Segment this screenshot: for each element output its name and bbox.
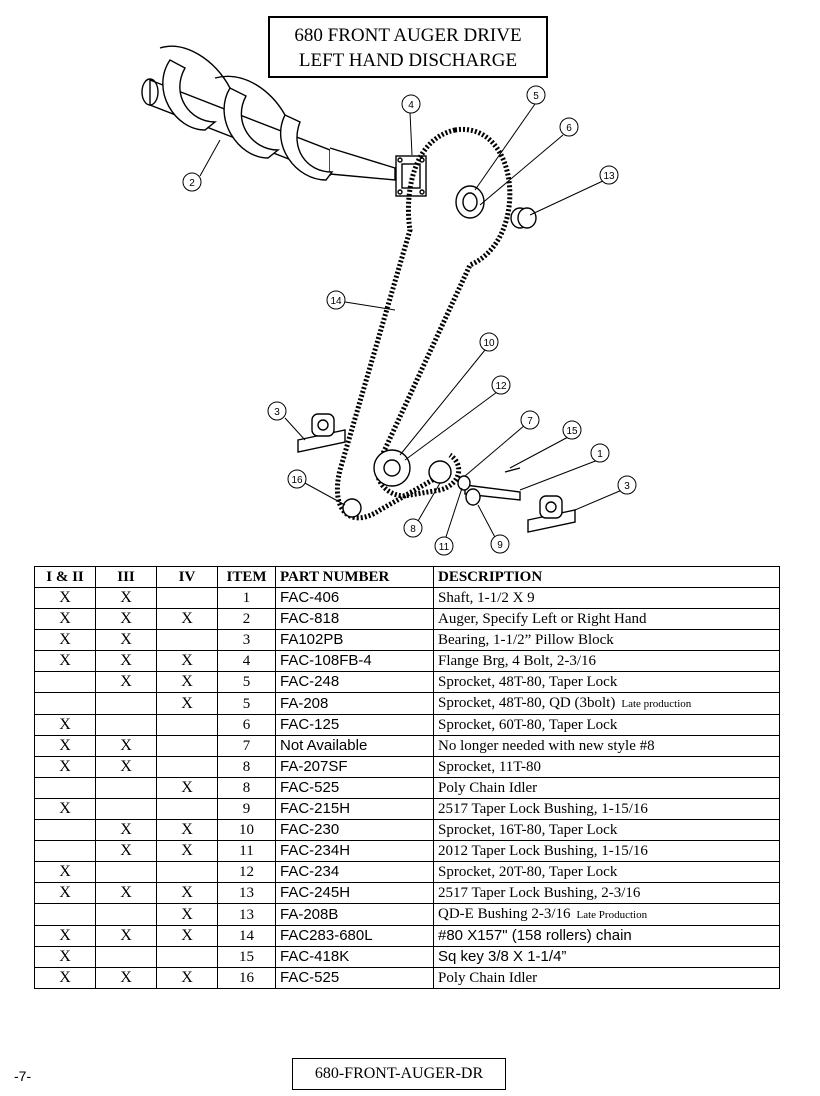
- cell-description: [434, 883, 780, 904]
- cell-part-number: FAC-245H: [276, 883, 434, 904]
- cell-i-ii: X: [35, 609, 96, 630]
- col-header-item: ITEM: [218, 567, 276, 588]
- cell-description: [434, 693, 780, 715]
- table-row: [35, 609, 780, 630]
- cell-description: [434, 862, 780, 883]
- description-text: Sq key 3/8 X 1-1/4”: [438, 948, 567, 965]
- cell-part-number: FAC-108FB-4: [276, 651, 434, 672]
- cell-iii: [96, 693, 157, 715]
- cell-description: [434, 672, 780, 693]
- small-sprocket: [374, 450, 410, 486]
- flange-bearing: [396, 156, 426, 196]
- cell-item: 9: [218, 799, 276, 820]
- cell-iii: X: [96, 820, 157, 841]
- cell-description: [434, 778, 780, 799]
- cell-iv: X: [157, 672, 218, 693]
- cell-iii: [96, 904, 157, 926]
- cell-item: 10: [218, 820, 276, 841]
- bushing-7: [458, 476, 470, 490]
- table-row: [35, 778, 780, 799]
- title-line-1: 680 FRONT AUGER DRIVE: [294, 25, 522, 46]
- cell-iv: X: [157, 820, 218, 841]
- col-header-i-ii: I & II: [35, 567, 96, 588]
- cell-part-number: FA102PB: [276, 630, 434, 651]
- cell-iii: [96, 715, 157, 736]
- cell-description: [434, 757, 780, 778]
- table-row: [35, 630, 780, 651]
- cell-item: 16: [218, 968, 276, 989]
- cell-iv: [157, 799, 218, 820]
- cell-item: 6: [218, 715, 276, 736]
- cell-iv: [157, 757, 218, 778]
- page-number: -7-: [14, 1068, 32, 1084]
- cell-iii: [96, 778, 157, 799]
- key-15: [505, 468, 520, 472]
- cell-i-ii: [35, 778, 96, 799]
- description-text: Sprocket, 60T-80, Taper Lock: [438, 717, 618, 733]
- cell-description: [434, 968, 780, 989]
- cell-iii: [96, 862, 157, 883]
- cell-i-ii: X: [35, 630, 96, 651]
- cell-i-ii: [35, 841, 96, 862]
- cell-iv: X: [157, 883, 218, 904]
- idler-sprocket: [429, 461, 451, 483]
- col-header-description: DESCRIPTION: [434, 567, 780, 588]
- table-row: [35, 715, 780, 736]
- cell-i-ii: X: [35, 799, 96, 820]
- bushing-13: [511, 208, 536, 228]
- cell-iii: X: [96, 736, 157, 757]
- cell-item: 8: [218, 778, 276, 799]
- cell-iii: X: [96, 651, 157, 672]
- cell-part-number: FAC-215H: [276, 799, 434, 820]
- callout-14: 14: [330, 296, 342, 307]
- col-header-iv: IV: [157, 567, 218, 588]
- col-header-part-number: PART NUMBER: [276, 567, 434, 588]
- cell-iv: X: [157, 841, 218, 862]
- cell-part-number: FAC-818: [276, 609, 434, 630]
- cell-part-number: FAC-525: [276, 968, 434, 989]
- description-text: No longer needed with new style #8: [438, 738, 655, 754]
- idler-16: [343, 499, 361, 517]
- cell-item: 8: [218, 757, 276, 778]
- cell-i-ii: X: [35, 736, 96, 757]
- cell-i-ii: [35, 820, 96, 841]
- cell-part-number: Not Available: [276, 736, 434, 757]
- description-text: Bearing, 1-1/2” Pillow Block: [438, 632, 614, 648]
- cell-item: 4: [218, 651, 276, 672]
- cell-part-number: FAC-525: [276, 778, 434, 799]
- cell-iv: X: [157, 904, 218, 926]
- table-row: [35, 820, 780, 841]
- cell-description: [434, 736, 780, 757]
- callout-5: 5: [533, 91, 539, 102]
- callout-3-right: 3: [624, 481, 630, 492]
- production-note: Late production: [621, 698, 692, 710]
- cell-iii: X: [96, 672, 157, 693]
- cell-iii: X: [96, 609, 157, 630]
- cell-item: 11: [218, 841, 276, 862]
- cell-item: 13: [218, 883, 276, 904]
- table-row: [35, 799, 780, 820]
- cell-description: [434, 588, 780, 609]
- table-row: [35, 588, 780, 609]
- title-line-2: LEFT HAND DISCHARGE: [298, 50, 518, 71]
- callout-9: 9: [497, 540, 503, 551]
- cell-part-number: FA-208B: [276, 904, 434, 926]
- cell-item: 5: [218, 672, 276, 693]
- callout-12: 12: [495, 381, 507, 392]
- description-text: Sprocket, 48T-80, Taper Lock: [438, 674, 618, 690]
- cell-iv: [157, 862, 218, 883]
- description-text: Sprocket, 48T-80, QD (3bolt): [438, 695, 616, 711]
- table-row: [35, 904, 780, 926]
- callout-10: 10: [483, 338, 495, 349]
- cell-iii: X: [96, 630, 157, 651]
- cell-i-ii: X: [35, 862, 96, 883]
- cell-iii: [96, 799, 157, 820]
- cell-i-ii: X: [35, 757, 96, 778]
- col-header-iii: III: [96, 567, 157, 588]
- production-note: Late Production: [576, 909, 648, 921]
- cell-item: 7: [218, 736, 276, 757]
- cell-i-ii: [35, 693, 96, 715]
- table-row: [35, 651, 780, 672]
- cell-description: [434, 715, 780, 736]
- cell-description: [434, 651, 780, 672]
- cell-iv: [157, 947, 218, 968]
- description-text: Poly Chain Idler: [438, 780, 538, 796]
- description-text: 2517 Taper Lock Bushing, 2-3/16: [438, 885, 641, 901]
- cell-iii: X: [96, 926, 157, 947]
- cell-i-ii: X: [35, 926, 96, 947]
- table-row: [35, 883, 780, 904]
- cell-description: [434, 841, 780, 862]
- callout-7: 7: [527, 416, 533, 427]
- cell-iv: X: [157, 926, 218, 947]
- cell-item: 3: [218, 630, 276, 651]
- description-text: QD-E Bushing 2-3/16: [438, 906, 571, 922]
- cell-part-number: FAC-234H: [276, 841, 434, 862]
- callout-8: 8: [410, 524, 416, 535]
- cell-item: 12: [218, 862, 276, 883]
- cell-iv: X: [157, 609, 218, 630]
- cell-iii: X: [96, 883, 157, 904]
- parts-table: [34, 566, 780, 989]
- cell-iii: X: [96, 841, 157, 862]
- description-text: 2517 Taper Lock Bushing, 1-15/16: [438, 801, 648, 817]
- table-row: [35, 672, 780, 693]
- cell-iv: X: [157, 651, 218, 672]
- auger-assembly: [142, 46, 395, 180]
- cell-iv: [157, 630, 218, 651]
- cell-part-number: FAC-248: [276, 672, 434, 693]
- table-header-row: [35, 567, 780, 588]
- callout-4: 4: [408, 100, 414, 111]
- cell-description: [434, 820, 780, 841]
- cell-item: 2: [218, 609, 276, 630]
- cell-item: 15: [218, 947, 276, 968]
- cell-i-ii: X: [35, 947, 96, 968]
- parts-table-body: [35, 588, 780, 989]
- description-text: Sprocket, 20T-80, Taper Lock: [438, 864, 618, 880]
- cell-i-ii: [35, 672, 96, 693]
- cell-description: [434, 609, 780, 630]
- table-row: [35, 947, 780, 968]
- cell-i-ii: X: [35, 968, 96, 989]
- description-text: #80 X157" (158 rollers) chain: [438, 927, 632, 944]
- description-text: Shaft, 1-1/2 X 9: [438, 590, 535, 606]
- cell-part-number: FAC-234: [276, 862, 434, 883]
- description-text: Auger, Specify Left or Right Hand: [438, 611, 647, 627]
- description-text: Poly Chain Idler: [438, 970, 538, 986]
- callout-3-left: 3: [274, 407, 280, 418]
- description-text: 2012 Taper Lock Bushing, 1-15/16: [438, 843, 648, 859]
- cell-i-ii: X: [35, 588, 96, 609]
- callout-16: 16: [291, 475, 303, 486]
- cell-description: [434, 799, 780, 820]
- cell-iii: X: [96, 968, 157, 989]
- cell-part-number: FAC-418K: [276, 947, 434, 968]
- cell-part-number: FAC-406: [276, 588, 434, 609]
- table-row: [35, 693, 780, 715]
- callout-15: 15: [566, 426, 578, 437]
- description-text: Sprocket, 16T-80, Taper Lock: [438, 822, 618, 838]
- cell-item: 13: [218, 904, 276, 926]
- pillow-block-right: [528, 496, 575, 532]
- document-code: 680-FRONT-AUGER-DR: [292, 1058, 506, 1090]
- cell-iv: [157, 736, 218, 757]
- sprocket-hub: [456, 186, 484, 218]
- cell-i-ii: X: [35, 883, 96, 904]
- description-text: Sprocket, 11T-80: [438, 759, 542, 775]
- cell-i-ii: [35, 904, 96, 926]
- cell-description: [434, 904, 780, 926]
- callout-6: 6: [566, 123, 572, 134]
- cell-item: 14: [218, 926, 276, 947]
- callout-1: 1: [597, 449, 603, 460]
- cell-description: [434, 947, 780, 968]
- cell-part-number: FA-208: [276, 693, 434, 715]
- cell-part-number: FAC-230: [276, 820, 434, 841]
- cell-part-number: FAC-125: [276, 715, 434, 736]
- description-text: Flange Brg, 4 Bolt, 2-3/16: [438, 653, 597, 669]
- cell-iv: X: [157, 778, 218, 799]
- callout-2: 2: [189, 178, 195, 189]
- cell-part-number: FAC283-680L: [276, 926, 434, 947]
- cell-i-ii: X: [35, 651, 96, 672]
- callout-13: 13: [603, 171, 615, 182]
- cell-iv: [157, 715, 218, 736]
- table-row: [35, 968, 780, 989]
- cell-description: [434, 926, 780, 947]
- cell-i-ii: X: [35, 715, 96, 736]
- cell-part-number: FA-207SF: [276, 757, 434, 778]
- pillow-block-left: [298, 414, 345, 452]
- cell-iv: [157, 588, 218, 609]
- cell-description: [434, 630, 780, 651]
- cell-iii: [96, 947, 157, 968]
- table-row: [35, 841, 780, 862]
- table-row: [35, 736, 780, 757]
- cell-iv: X: [157, 693, 218, 715]
- callout-11: 11: [438, 542, 450, 553]
- cell-iii: X: [96, 757, 157, 778]
- table-row: [35, 757, 780, 778]
- table-row: [35, 862, 780, 883]
- cell-item: 5: [218, 693, 276, 715]
- cell-item: 1: [218, 588, 276, 609]
- cell-iv: X: [157, 968, 218, 989]
- cell-iii: X: [96, 588, 157, 609]
- table-row: [35, 926, 780, 947]
- bushing-9: [466, 489, 480, 505]
